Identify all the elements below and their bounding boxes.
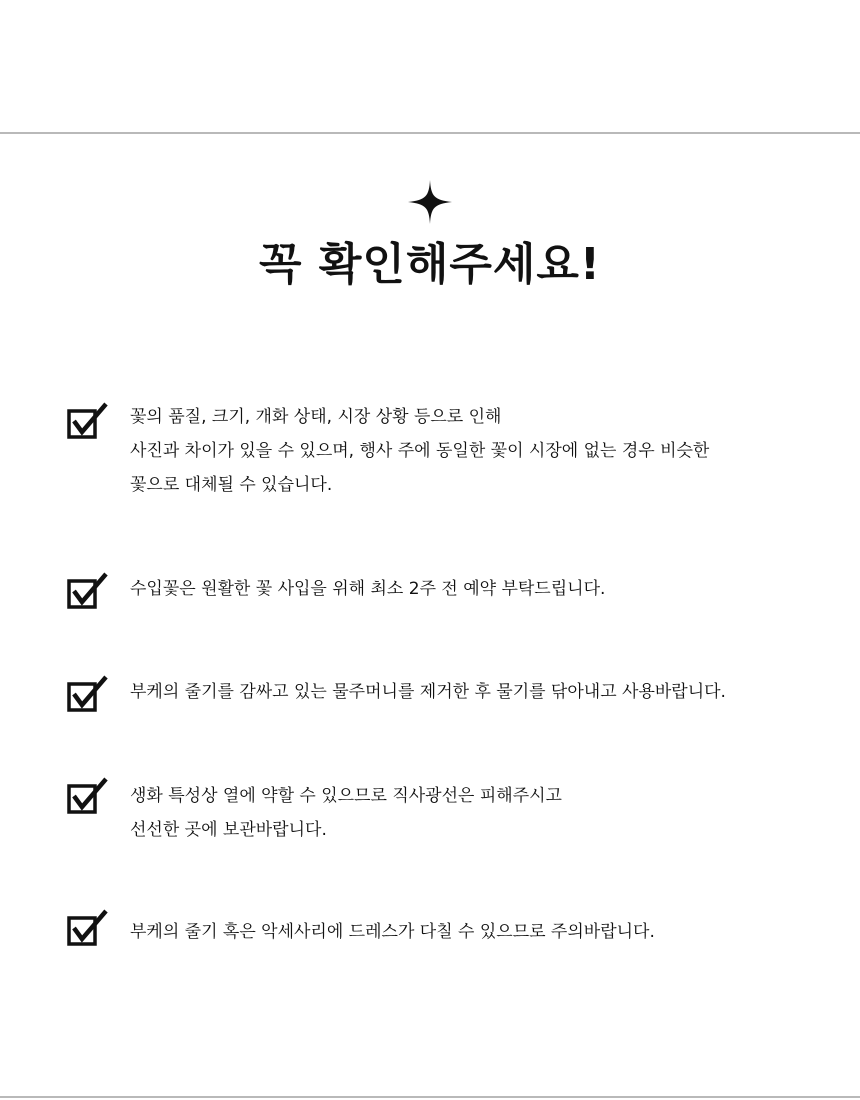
notice-text — [130, 400, 810, 502]
notice-line: 선선한 곳에 보관바랍니다. — [130, 820, 327, 840]
page-title: 꼭 확인해주세요! — [259, 239, 601, 290]
notice-line: 사진과 차이가 있을 수 있으며, 행사 주에 동일한 꽃이 시장에 없는 경우 비슷한 — [130, 441, 710, 461]
checkbox-checked-icon — [66, 402, 108, 442]
notice-text — [130, 572, 810, 606]
notice-line: 부케의 줄기 혹은 악세사리에 드레스가 다칠 수 있으므로 주의바랍니다. — [130, 922, 655, 942]
four-point-star-icon — [408, 180, 452, 224]
checkbox-checked-icon — [66, 909, 108, 949]
checkbox-checked-icon — [66, 675, 108, 715]
top-divider — [0, 132, 860, 134]
notice-line: 수입꽃은 원활한 꽃 사입을 위해 최소 2주 전 예약 부탁드립니다. — [130, 579, 606, 599]
checkbox-checked-icon — [66, 572, 108, 612]
notice-line: 부케의 줄기를 감싸고 있는 물주머니를 제거한 후 물기를 닦아내고 사용바랍니다. — [130, 682, 726, 702]
notice-text — [130, 675, 810, 709]
notice-line: 꽃의 품질, 크기, 개화 상태, 시장 상황 등으로 인해 — [130, 407, 502, 427]
notice-text — [130, 779, 810, 847]
notice-text — [130, 915, 810, 949]
notice-line: 꽃으로 대체될 수 있습니다. — [130, 475, 333, 495]
notice-line: 생화 특성상 열에 약할 수 있으므로 직사광선은 피해주시고 — [130, 786, 562, 806]
bottom-divider — [0, 1096, 860, 1098]
checkbox-checked-icon — [66, 777, 108, 817]
